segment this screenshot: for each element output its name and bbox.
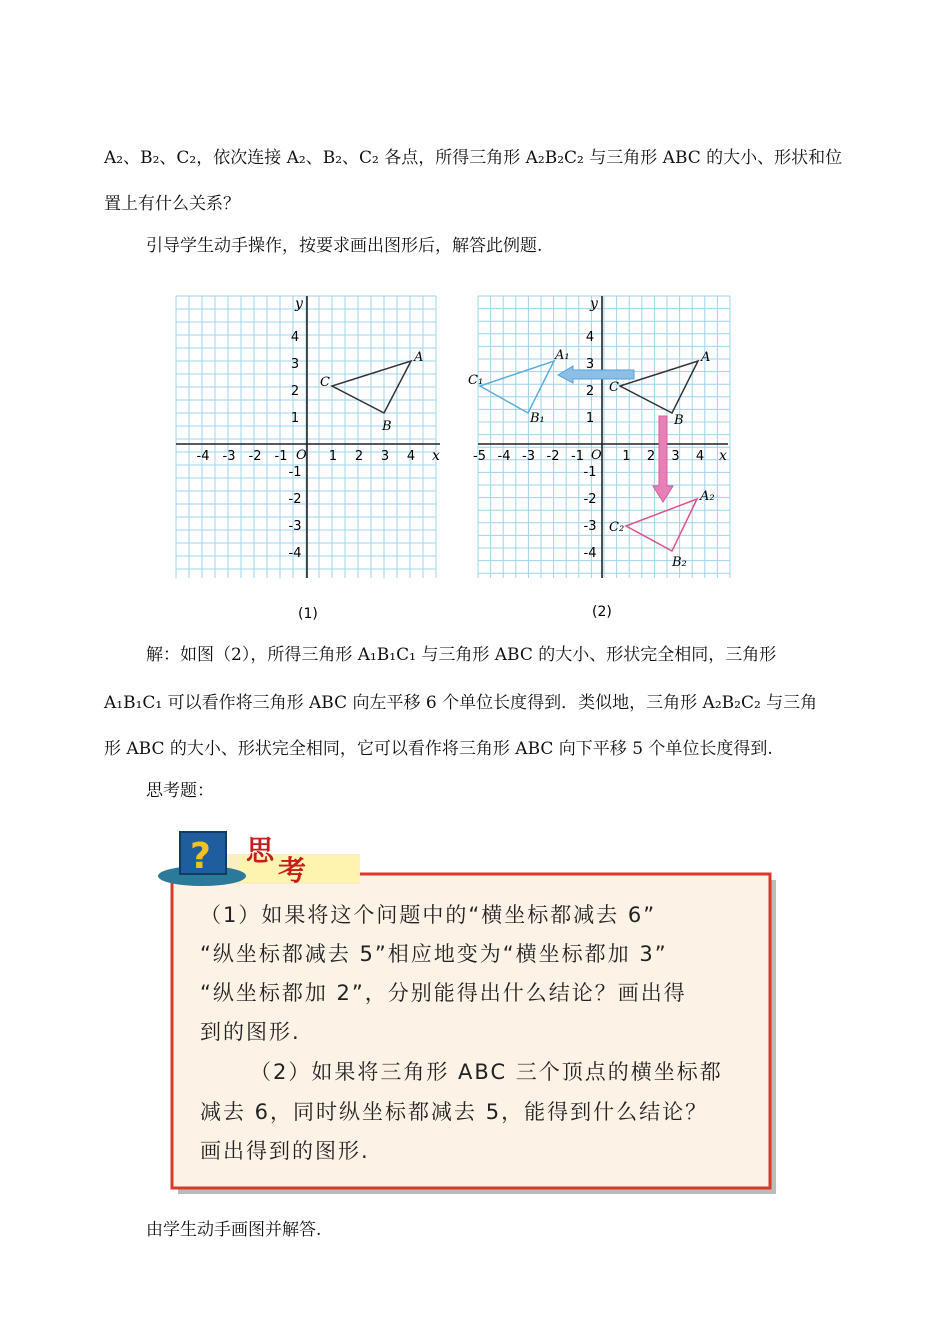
- fig2-y-axis-label: y: [590, 296, 598, 312]
- solution-line-1: 解：如图（2），所得三角形 A₁B₁C₁ 与三角形 ABC 的大小、形状完全相同，三角形: [146, 645, 777, 665]
- fig1-y-tick-label: 3: [290, 357, 300, 372]
- solution-line-2: A₁B₁C₁ 可以看作将三角形 ABC 向左平移 6 个单位长度得到．类似地，三角形 A₂B₂C₂ 与三角: [104, 693, 818, 713]
- fig2-arrow-down: [653, 416, 673, 502]
- fig2-triangle-a2b2c2: [626, 499, 697, 551]
- fig2-x-tick-label: -1: [571, 449, 584, 464]
- grid-2: [478, 296, 730, 578]
- fig2-label-a2: A₂: [700, 489, 715, 504]
- think-title-1: 思: [246, 834, 275, 867]
- grid-1: [176, 296, 436, 578]
- fig1-x-tick-label: 4: [406, 449, 416, 464]
- fig2-y-tick-label: 3: [585, 357, 595, 372]
- think-q1-line-3: “纵坐标都加 2”，分别能得出什么结论？画出得: [200, 981, 687, 1005]
- fig2-x-tick-label: -3: [522, 449, 535, 464]
- fig1-x-tick-label: 1: [328, 449, 338, 464]
- fig2-y-tick-label: -4: [583, 546, 597, 561]
- fig2-label-a: A: [701, 350, 711, 365]
- think-q1-line-2: “纵坐标都减去 5”相应地变为“横坐标都加 3”: [200, 942, 668, 966]
- guide-text: 引导学生动手操作，按要求画出图形后，解答此例题.: [146, 236, 543, 256]
- think-q2-line-3: 画出得到的图形.: [200, 1139, 370, 1163]
- fig1-y-tick-label: -3: [288, 519, 302, 534]
- fig2-x-tick-label: -4: [497, 449, 511, 464]
- fig1-x-tick-label: -3: [222, 449, 236, 464]
- fig2-label-c: C: [609, 380, 619, 395]
- svg-text:?: ?: [190, 836, 211, 877]
- intro-line-2: 置上有什么关系？: [104, 194, 240, 214]
- fig1-x-tick-label: -2: [248, 449, 262, 464]
- figure-caption-2: (2): [592, 604, 612, 620]
- fig1-y-tick-label: -1: [288, 465, 302, 480]
- closing-text: 由学生动手画图并解答.: [146, 1220, 322, 1240]
- fig2-x-tick-label: 4: [695, 449, 705, 464]
- think-q1-line-1: （1）如果将这个问题中的“横坐标都减去 6”: [200, 903, 657, 927]
- fig2-label-c2: C₂: [609, 520, 625, 535]
- fig2-y-tick-label: -3: [583, 519, 597, 534]
- fig1-x-tick-label: 2: [354, 449, 364, 464]
- fig2-y-tick-label: 2: [585, 384, 595, 399]
- think-q2-line-1: （2）如果将三角形 ABC 三个顶点的横坐标都: [250, 1060, 723, 1084]
- think-q1-line-4: 到的图形.: [200, 1020, 301, 1044]
- fig2-x-tick-label: -2: [546, 449, 560, 464]
- fig1-y-tick-label: 4: [290, 330, 300, 345]
- fig1-y-tick-label: -4: [288, 546, 302, 561]
- fig1-y-tick-label: 1: [290, 411, 300, 426]
- fig2-x-axis-label: x: [719, 448, 727, 464]
- fig2-x-tick-label: 1: [622, 449, 631, 464]
- fig1-x-tick-label: 3: [380, 449, 390, 464]
- fig2-origin: O: [591, 448, 602, 463]
- fig1-label-c: C: [320, 375, 330, 390]
- fig2-arrow-left: [558, 366, 634, 383]
- fig2-label-c1: C₁: [468, 373, 484, 388]
- fig1-x-tick-label: -1: [274, 449, 288, 464]
- fig1-y-axis-label: y: [295, 296, 303, 312]
- fig2-label-b: B: [674, 413, 684, 428]
- fig2-x-tick-label: -5: [473, 449, 486, 464]
- fig2-x-tick-label: 2: [646, 449, 656, 464]
- fig2-y-tick-label: 1: [585, 411, 595, 426]
- fig1-origin: O: [296, 448, 307, 463]
- fig2-x-tick-label: 3: [671, 449, 680, 464]
- fig1-x-axis-label: x: [432, 448, 440, 464]
- solution-line-3: 形 ABC 的大小、形状完全相同，它可以看作将三角形 ABC 向下平移 5 个单位长度得到.: [104, 739, 773, 759]
- intro-line-1: A₂、B₂、C₂，依次连接 A₂、B₂、C₂ 各点，所得三角形 A₂B₂C₂ 与三角形 ABC 的大小、形状和位: [104, 148, 843, 168]
- fig2-label-a1: A₁: [555, 348, 570, 363]
- fig1-label-a: A: [414, 350, 424, 365]
- think-q2-line-2: 减去 6，同时纵坐标都减去 5，能得到什么结论？: [200, 1100, 709, 1124]
- fig2-y-tick-label: 4: [585, 330, 595, 345]
- fig2-label-b1: B₁: [530, 411, 545, 426]
- think-title-2: 考: [278, 854, 307, 887]
- fig1-label-b: B: [382, 419, 392, 434]
- fig1-x-tick-label: -4: [196, 449, 210, 464]
- coordinate-figure: [162, 282, 746, 632]
- fig1-y-tick-label: 2: [290, 384, 300, 399]
- fig1-y-tick-label: -2: [288, 492, 302, 507]
- fig2-triangle-abc: [620, 361, 698, 413]
- think-heading: 思考题：: [146, 781, 214, 801]
- figure-caption-1: (1): [298, 606, 318, 622]
- fig2-y-tick-label: -2: [583, 492, 597, 507]
- fig2-y-tick-label: -1: [583, 465, 597, 480]
- fig2-label-b2: B₂: [672, 555, 687, 570]
